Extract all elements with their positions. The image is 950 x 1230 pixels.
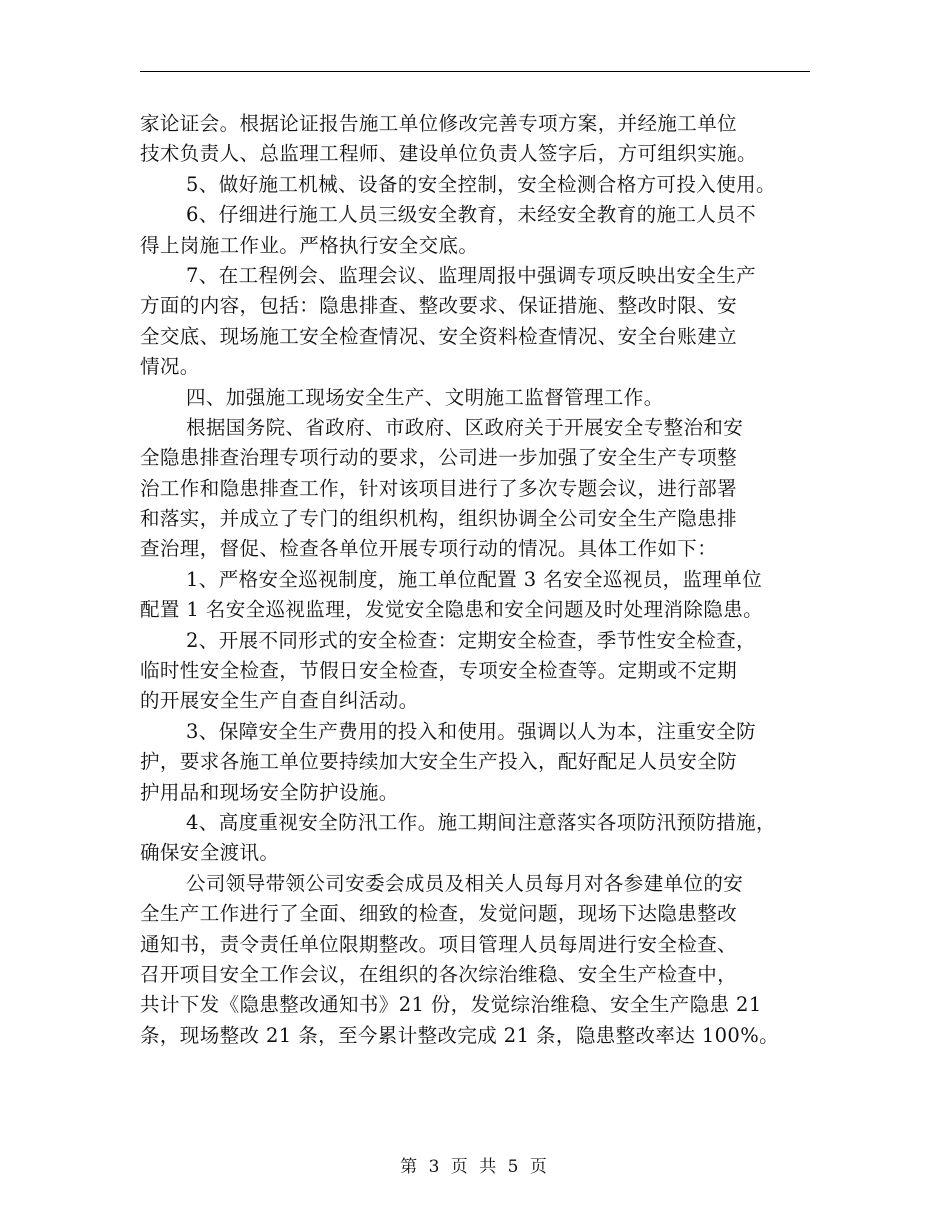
text-line: 治工作和隐患排查工作，针对该项目进行了多次专题会议，进行部署 [140,476,738,500]
text-line: 公司领导带领公司安委会成员及相关人员每月对各参建单位的安 [186,871,744,895]
text-line: 护，要求各施工单位要持续加大安全生产投入，配好配足人员安全防 [140,750,738,774]
text-line: 查治理，督促、检查各单位开展专项行动的情况。具体工作如下： [140,537,718,561]
text-line: 配置 1 名安全巡视监理，发觉安全隐患和安全问题及时处理消除隐患。 [140,598,764,622]
text-line: 确保安全渡讯。 [140,841,280,865]
text-line: 技术负责人、总监理工程师、建设单位负责人签字后，方可组织实施。 [140,142,757,166]
text-line: 5、做好施工机械、设备的安全控制，安全检测合格方可投入使用。 [186,172,776,196]
text-line: 全隐患排查治理专项行动的要求，公司进一步加强了安全生产专项整 [140,446,738,470]
text-line: 1、严格安全巡视制度，施工单位配置 3 名安全巡视员，监理单位 [186,567,763,591]
document-body [140,109,830,1051]
text-line: 共计下发《隐患整改通知书》21 份，发觉综治维稳、安全生产隐患 21 [140,993,762,1017]
text-line: 通知书，责令责任单位限期整改。项目管理人员每周进行安全检查、 [140,932,738,956]
text-line: 3、保障安全生产费用的投入和使用。强调以人为本，注重安全防 [186,719,757,743]
text-line: 全生产工作进行了全面、细致的检查，发觉问题，现场下达隐患整改 [140,902,738,926]
text-line: 家论证会。根据论证报告施工单位修改完善专项方案，并经施工单位 [140,112,738,135]
text-line: 情况。 [140,355,200,379]
text-line: 的开展安全生产自查自纠活动。 [140,689,419,713]
text-line: 条，现场整改 21 条，至今累计整改完成 21 条，隐患整改率达 100%。 [140,1023,780,1047]
text-line: 2、开展不同形式的安全检查：定期安全检查，季节性安全检查， [186,628,757,652]
text-line: 得上岗施工作业。严格执行安全交底。 [140,233,479,257]
text-line: 4、高度重视安全防汛工作。施工期间注意落实各项防汛预防措施， [186,810,776,834]
section-heading: 四、加强施工现场安全生产、文明施工监督管理工作。 [186,385,664,409]
header-rule [140,71,810,72]
text-line: 护用品和现场安全防护设施。 [140,780,399,804]
text-line: 临时性安全检查，节假日安全检查，专项安全检查等。定期或不定期 [140,659,738,683]
text-line: 7、在工程例会、监理会议、监理周报中强调专项反映出安全生产 [186,263,757,287]
page-footer: 第 3 页 共 5 页 [400,1157,550,1177]
text-line: 全交底、现场施工安全检查情况、安全资料检查情况、安全台账建立 [140,324,738,348]
text-line: 根据国务院、省政府、市政府、区政府关于开展安全专整治和安 [186,415,744,439]
text-line: 6、仔细进行施工人员三级安全教育，未经安全教育的施工人员不 [186,203,757,227]
text-line: 和落实，并成立了专门的组织机构，组织协调全公司安全生产隐患排 [140,507,738,531]
text-line: 召开项目安全工作会议，在组织的各次综治维稳、安全生产检查中， [140,962,738,986]
text-line: 方面的内容，包括：隐患排查、整改要求、保证措施、整改时限、安 [140,294,738,318]
